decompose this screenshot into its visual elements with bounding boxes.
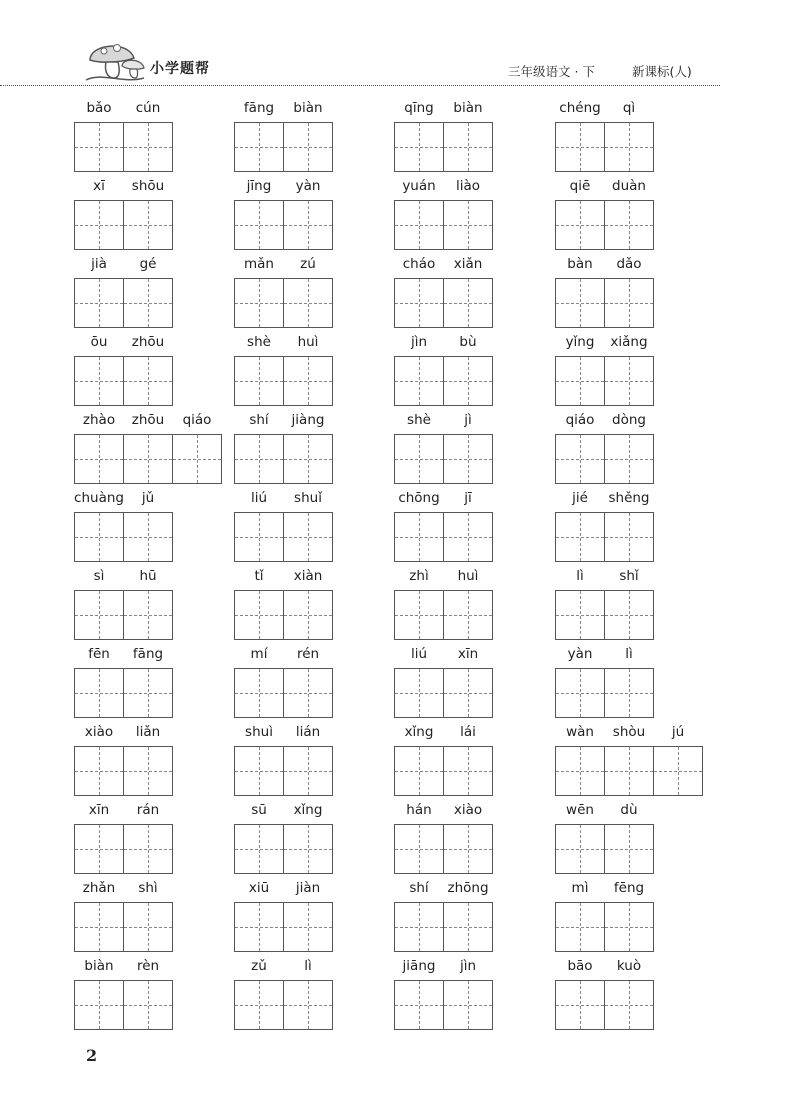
pinyin-syllable: xiào	[84, 724, 114, 740]
writing-box[interactable]	[443, 902, 493, 952]
writing-box[interactable]	[555, 200, 605, 250]
writing-box[interactable]	[443, 122, 493, 172]
pinyin-syllable: xī	[93, 178, 105, 194]
pinyin-syllable: biàn	[453, 100, 483, 116]
writing-box[interactable]	[123, 902, 173, 952]
pinyin-syllable: jī	[464, 490, 472, 506]
tianzige-boxes	[394, 200, 492, 250]
pinyin-syllable: shí	[409, 880, 429, 896]
writing-box[interactable]	[394, 746, 444, 796]
writing-box[interactable]	[74, 122, 124, 172]
pinyin-syllable: shǐ	[619, 568, 639, 584]
writing-box[interactable]	[394, 668, 444, 718]
writing-box[interactable]	[394, 278, 444, 328]
pinyin-syllable: qiáo	[565, 412, 595, 428]
pinyin-syllable: kuò	[616, 958, 642, 974]
tianzige-boxes	[74, 122, 172, 172]
tianzige-boxes	[234, 122, 332, 172]
pinyin-syllable: liú	[250, 490, 268, 506]
tianzige-boxes	[555, 122, 653, 172]
writing-box[interactable]	[234, 512, 284, 562]
tianzige-boxes	[555, 590, 653, 640]
writing-box[interactable]	[394, 512, 444, 562]
writing-box[interactable]	[283, 980, 333, 1030]
pinyin-syllable: huì	[457, 568, 479, 584]
brand-title: 小学题帮	[150, 61, 210, 77]
pinyin-syllable: mí	[250, 646, 268, 662]
writing-box[interactable]	[443, 824, 493, 874]
pinyin-syllable: zǔ	[251, 958, 267, 974]
writing-box[interactable]	[443, 746, 493, 796]
writing-box[interactable]	[123, 980, 173, 1030]
pinyin-syllable: yǐng	[565, 334, 595, 350]
writing-box[interactable]	[604, 278, 654, 328]
pinyin-syllable: shòu	[612, 724, 646, 740]
tianzige-boxes	[394, 122, 492, 172]
tianzige-boxes	[74, 902, 172, 952]
tianzige-boxes	[74, 590, 172, 640]
writing-box[interactable]	[123, 122, 173, 172]
writing-box[interactable]	[74, 746, 124, 796]
pinyin-syllable: yàn	[295, 178, 321, 194]
writing-box[interactable]	[604, 746, 654, 796]
tianzige-boxes	[234, 902, 332, 952]
pinyin-syllable: biàn	[84, 958, 114, 974]
pinyin-syllable: jié	[572, 490, 588, 506]
tianzige-boxes	[74, 278, 172, 328]
pinyin-syllable: xiǎng	[610, 334, 648, 350]
writing-box[interactable]	[443, 278, 493, 328]
pinyin-syllable: jìn	[459, 958, 477, 974]
writing-box[interactable]	[74, 980, 124, 1030]
pinyin-syllable: lì	[304, 958, 312, 974]
pinyin-syllable: jì	[464, 412, 472, 428]
pinyin-syllable: qì	[622, 100, 636, 116]
writing-box[interactable]	[555, 278, 605, 328]
writing-box[interactable]	[394, 824, 444, 874]
writing-box[interactable]	[283, 512, 333, 562]
pinyin-syllable: mǎn	[244, 256, 274, 272]
pinyin-syllable: bù	[459, 334, 477, 350]
writing-box[interactable]	[443, 200, 493, 250]
pinyin-syllable: bǎo	[86, 100, 112, 116]
pinyin-syllable: cún	[135, 100, 161, 116]
pinyin-syllable: zú	[300, 256, 316, 272]
pinyin-syllable: zhǎn	[82, 880, 116, 896]
writing-box[interactable]	[555, 356, 605, 406]
pinyin-syllable: xiū	[248, 880, 270, 896]
header-divider	[0, 85, 720, 86]
pinyin-syllable: lái	[460, 724, 476, 740]
edition-label: 新课标(人)	[632, 64, 692, 79]
mushroom-logo-icon	[84, 38, 146, 84]
pinyin-syllable: shuǐ	[294, 490, 322, 506]
pinyin-syllable: gé	[139, 256, 157, 272]
pinyin-syllable: xǐng	[404, 724, 434, 740]
pinyin-syllable: lì	[625, 646, 633, 662]
tianzige-boxes	[555, 746, 702, 796]
pinyin-syllable: dòng	[612, 412, 646, 428]
pinyin-syllable: cháo	[402, 256, 436, 272]
writing-box[interactable]	[394, 122, 444, 172]
tianzige-boxes	[555, 278, 653, 328]
tianzige-boxes	[74, 824, 172, 874]
writing-box[interactable]	[74, 902, 124, 952]
writing-box[interactable]	[234, 200, 284, 250]
writing-box[interactable]	[234, 434, 284, 484]
writing-box[interactable]	[443, 434, 493, 484]
writing-box[interactable]	[394, 200, 444, 250]
pinyin-syllable: xiàn	[293, 568, 323, 584]
writing-box[interactable]	[123, 824, 173, 874]
tianzige-boxes	[394, 980, 492, 1030]
pinyin-syllable: jià	[91, 256, 107, 272]
writing-box[interactable]	[394, 356, 444, 406]
writing-box[interactable]	[123, 512, 173, 562]
pinyin-syllable: shè	[407, 412, 431, 428]
pinyin-syllable: rén	[296, 646, 320, 662]
writing-box[interactable]	[283, 122, 333, 172]
writing-box[interactable]	[123, 278, 173, 328]
writing-box[interactable]	[283, 356, 333, 406]
pinyin-syllable: zhōu	[131, 334, 165, 350]
pinyin-syllable: zhōu	[131, 412, 165, 428]
writing-box[interactable]	[234, 980, 284, 1030]
writing-box[interactable]	[555, 668, 605, 718]
writing-box[interactable]	[394, 590, 444, 640]
tianzige-boxes	[234, 824, 332, 874]
pinyin-syllable: fāng	[132, 646, 164, 662]
writing-box[interactable]	[283, 824, 333, 874]
pinyin-syllable: dù	[620, 802, 638, 818]
pinyin-syllable: yuán	[402, 178, 436, 194]
pinyin-syllable: biàn	[293, 100, 323, 116]
writing-box[interactable]	[443, 980, 493, 1030]
writing-box[interactable]	[74, 356, 124, 406]
pinyin-syllable: shì	[138, 880, 158, 896]
pinyin-syllable: bàn	[567, 256, 593, 272]
writing-box[interactable]	[234, 824, 284, 874]
tianzige-boxes	[394, 512, 492, 562]
tianzige-boxes	[74, 434, 221, 484]
tianzige-boxes	[234, 512, 332, 562]
writing-box[interactable]	[555, 980, 605, 1030]
writing-box[interactable]	[443, 512, 493, 562]
pinyin-syllable: xīn	[88, 802, 110, 818]
writing-box[interactable]	[604, 434, 654, 484]
pinyin-syllable: jiàn	[295, 880, 321, 896]
writing-box[interactable]	[653, 746, 703, 796]
tianzige-boxes	[394, 278, 492, 328]
tianzige-boxes	[394, 824, 492, 874]
tianzige-boxes	[234, 590, 332, 640]
writing-box[interactable]	[394, 980, 444, 1030]
writing-box[interactable]	[394, 902, 444, 952]
writing-box[interactable]	[234, 356, 284, 406]
tianzige-boxes	[74, 980, 172, 1030]
tianzige-boxes	[74, 746, 172, 796]
writing-box[interactable]	[172, 434, 222, 484]
pinyin-syllable: xiǎn	[453, 256, 483, 272]
pinyin-syllable: liào	[455, 178, 481, 194]
tianzige-boxes	[394, 746, 492, 796]
pinyin-syllable: jīng	[246, 178, 272, 194]
tianzige-boxes	[555, 356, 653, 406]
writing-box[interactable]	[604, 824, 654, 874]
tianzige-boxes	[394, 590, 492, 640]
writing-box[interactable]	[123, 434, 173, 484]
writing-box[interactable]	[443, 356, 493, 406]
writing-box[interactable]	[283, 902, 333, 952]
writing-box[interactable]	[283, 590, 333, 640]
pinyin-syllable: shí	[249, 412, 269, 428]
pinyin-syllable: dǎo	[616, 256, 642, 272]
writing-box[interactable]	[604, 980, 654, 1030]
page-number: 2	[86, 1046, 98, 1065]
tianzige-boxes	[234, 980, 332, 1030]
pinyin-syllable: xiào	[453, 802, 483, 818]
tianzige-boxes	[555, 902, 653, 952]
pinyin-syllable: hū	[139, 568, 157, 584]
tianzige-boxes	[234, 434, 332, 484]
pinyin-syllable: zhōng	[447, 880, 489, 896]
tianzige-boxes	[555, 200, 653, 250]
pinyin-syllable: shè	[247, 334, 271, 350]
pinyin-syllable: bāo	[567, 958, 593, 974]
pinyin-syllable: wēn	[566, 802, 594, 818]
pinyin-syllable: jiàng	[291, 412, 325, 428]
writing-box[interactable]	[234, 902, 284, 952]
pinyin-syllable: sū	[251, 802, 267, 818]
writing-box[interactable]	[283, 200, 333, 250]
pinyin-syllable: rán	[136, 802, 160, 818]
writing-box[interactable]	[74, 512, 124, 562]
writing-box[interactable]	[555, 434, 605, 484]
tianzige-boxes	[234, 746, 332, 796]
tianzige-boxes	[394, 356, 492, 406]
tianzige-boxes	[394, 668, 492, 718]
writing-box[interactable]	[234, 122, 284, 172]
writing-box[interactable]	[604, 902, 654, 952]
writing-box[interactable]	[555, 746, 605, 796]
writing-box[interactable]	[74, 200, 124, 250]
pinyin-syllable: zhào	[82, 412, 116, 428]
pinyin-syllable: hán	[406, 802, 432, 818]
pinyin-syllable: zhì	[409, 568, 429, 584]
tianzige-boxes	[234, 356, 332, 406]
writing-box[interactable]	[555, 824, 605, 874]
tianzige-boxes	[234, 668, 332, 718]
pinyin-syllable: jǔ	[141, 490, 155, 506]
writing-box[interactable]	[123, 356, 173, 406]
writing-box[interactable]	[604, 200, 654, 250]
pinyin-syllable: huì	[297, 334, 319, 350]
pinyin-syllable: shěng	[608, 490, 650, 506]
writing-box[interactable]	[234, 668, 284, 718]
tianzige-boxes	[555, 668, 653, 718]
tianzige-boxes	[394, 902, 492, 952]
tianzige-boxes	[234, 278, 332, 328]
pinyin-syllable: jú	[671, 724, 685, 740]
writing-box[interactable]	[555, 590, 605, 640]
tianzige-boxes	[74, 512, 172, 562]
pinyin-syllable: yàn	[567, 646, 593, 662]
pinyin-syllable: liǎn	[135, 724, 161, 740]
writing-box[interactable]	[604, 512, 654, 562]
pinyin-syllable: lián	[295, 724, 321, 740]
pinyin-syllable: chéng	[559, 100, 601, 116]
pinyin-syllable: fēng	[613, 880, 645, 896]
pinyin-syllable: mì	[571, 880, 589, 896]
writing-box[interactable]	[234, 590, 284, 640]
tianzige-boxes	[234, 200, 332, 250]
writing-box[interactable]	[555, 512, 605, 562]
writing-box[interactable]	[604, 122, 654, 172]
pinyin-syllable: lì	[576, 568, 584, 584]
writing-box[interactable]	[604, 668, 654, 718]
writing-box[interactable]	[283, 668, 333, 718]
writing-box[interactable]	[74, 590, 124, 640]
pinyin-syllable: chuàng	[74, 490, 124, 506]
writing-box[interactable]	[283, 746, 333, 796]
pinyin-syllable: xǐng	[293, 802, 323, 818]
tianzige-boxes	[74, 200, 172, 250]
pinyin-syllable: duàn	[612, 178, 646, 194]
pinyin-syllable: wàn	[566, 724, 594, 740]
writing-box[interactable]	[604, 356, 654, 406]
writing-box[interactable]	[74, 434, 124, 484]
pinyin-syllable: qiē	[569, 178, 591, 194]
pinyin-syllable: liú	[410, 646, 428, 662]
writing-box[interactable]	[443, 590, 493, 640]
pinyin-syllable: chōng	[398, 490, 440, 506]
writing-box[interactable]	[604, 590, 654, 640]
pinyin-syllable: fāng	[243, 100, 275, 116]
writing-box[interactable]	[123, 590, 173, 640]
pinyin-syllable: shōu	[131, 178, 165, 194]
pinyin-syllable: shuì	[245, 724, 273, 740]
writing-box[interactable]	[234, 746, 284, 796]
writing-box[interactable]	[74, 278, 124, 328]
writing-box[interactable]	[123, 668, 173, 718]
writing-box[interactable]	[555, 902, 605, 952]
tianzige-boxes	[555, 434, 653, 484]
pinyin-syllable: jiāng	[402, 958, 436, 974]
writing-box[interactable]	[394, 434, 444, 484]
writing-box[interactable]	[74, 668, 124, 718]
tianzige-boxes	[394, 434, 492, 484]
pinyin-syllable: rèn	[136, 958, 160, 974]
tianzige-boxes	[555, 512, 653, 562]
tianzige-boxes	[74, 668, 172, 718]
pinyin-syllable: tǐ	[254, 568, 264, 584]
pinyin-syllable: xīn	[457, 646, 479, 662]
tianzige-boxes	[555, 824, 653, 874]
writing-box[interactable]	[234, 278, 284, 328]
tianzige-boxes	[74, 356, 172, 406]
writing-box[interactable]	[443, 668, 493, 718]
subject-label: 三年级语文 · 下	[508, 64, 595, 79]
writing-box[interactable]	[74, 824, 124, 874]
tianzige-boxes	[555, 980, 653, 1030]
pinyin-syllable: fēn	[88, 646, 110, 662]
writing-box[interactable]	[123, 746, 173, 796]
writing-box[interactable]	[283, 278, 333, 328]
pinyin-syllable: qiáo	[182, 412, 212, 428]
pinyin-syllable: jìn	[410, 334, 428, 350]
pinyin-syllable: qīng	[404, 100, 434, 116]
writing-box[interactable]	[555, 122, 605, 172]
pinyin-syllable: ōu	[90, 334, 108, 350]
writing-box[interactable]	[123, 200, 173, 250]
writing-box[interactable]	[283, 434, 333, 484]
pinyin-syllable: sì	[93, 568, 105, 584]
